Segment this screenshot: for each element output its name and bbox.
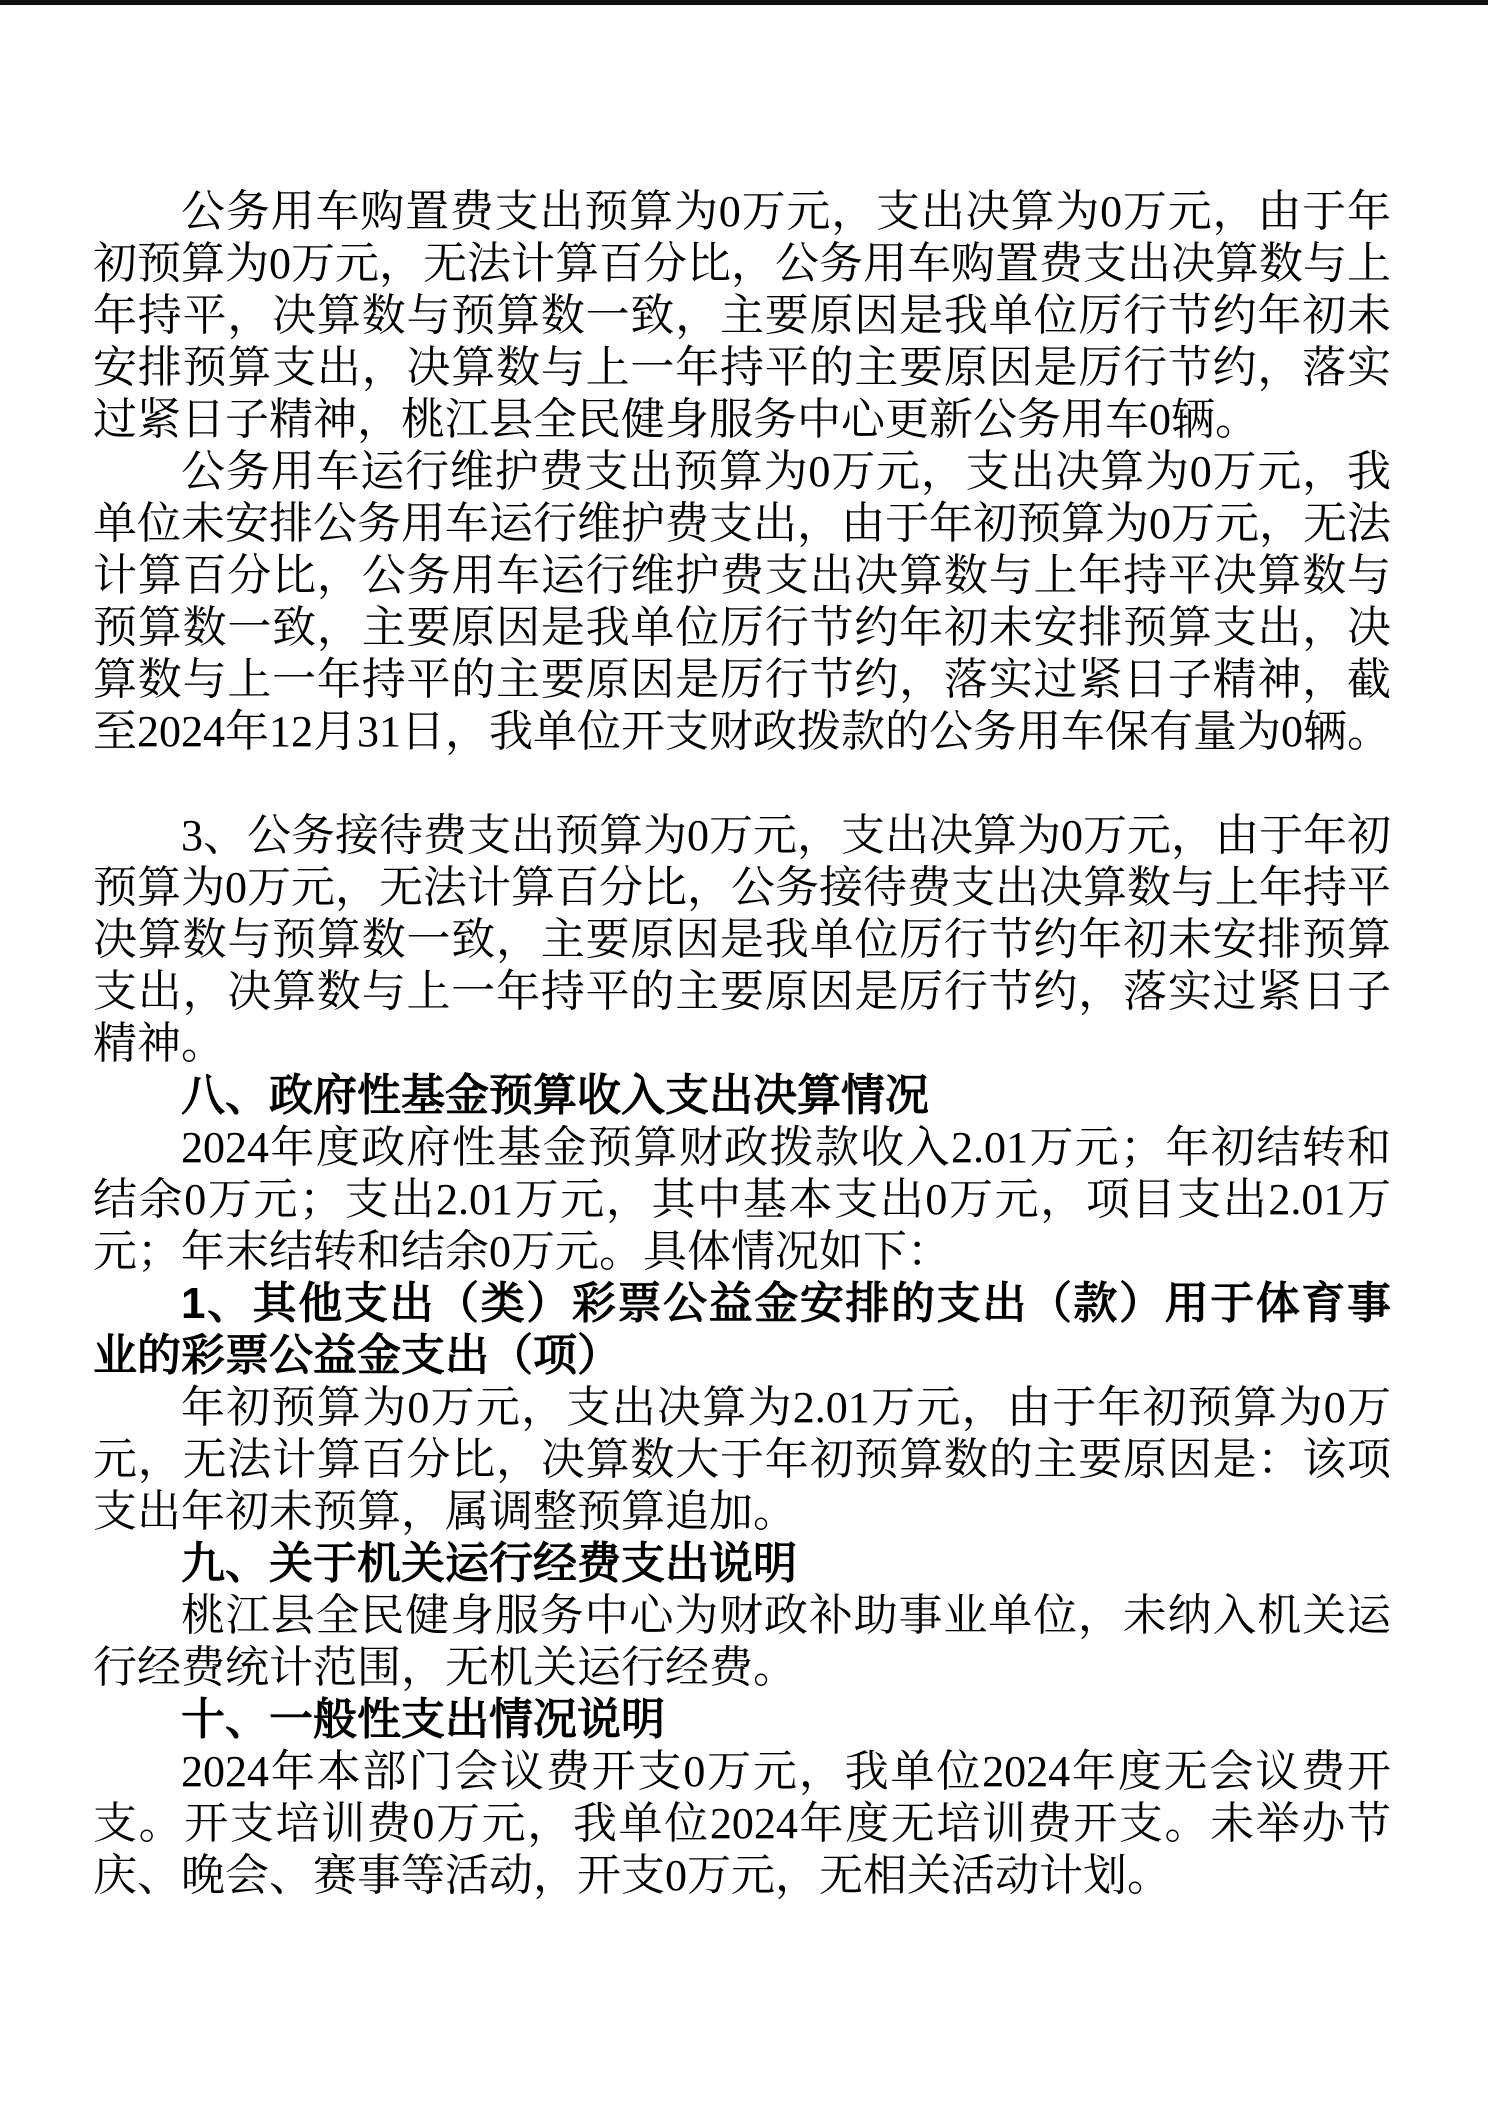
heading-lottery-public-welfare-item: 1、其他支出（类）彩票公益金安排的支出（款）用于体育事业的彩票公益金支出（项） <box>93 1279 1391 1380</box>
paragraph-spacer <box>93 758 1391 810</box>
paragraph-agency-operating-expense: 桃江县全民健身服务中心为财政补助事业单位，未纳入机关运行经费统计范围，无机关运行经费。 <box>93 1591 1391 1692</box>
paragraph-general-expense-detail: 2024年本部门会议费开支0万元，我单位2024年度无会议费开支。开支培训费0万元，我单位2024年度无培训费开支。未举办节庆、晚会、赛事等活动，开支0万元，无相关活动计划。 <box>93 1747 1391 1900</box>
heading-section-10-general-expense: 十、一般性支出情况说明 <box>181 1695 665 1744</box>
paragraph-official-reception-expense: 3、公务接待费支出预算为0万元，支出决算为0万元，由于年初预算为0万元，无法计算百分比，公务接待费支出决算数与上年持平决算数与预算数一致，主要原因是我单位厉行节约年初未安排预算支出，决算数与上一年持平的主要原因是厉行节约，落实过紧日子精神。 <box>93 811 1391 1068</box>
heading-section-8-government-fund-budget: 八、政府性基金预算收入支出决算情况 <box>181 1071 929 1120</box>
paragraph-lottery-item-detail: 年初预算为0万元，支出决算为2.01万元，由于年初预算为0万元，无法计算百分比，决算数大于年初预算数的主要原因是：该项支出年初未预算，属调整预算追加。 <box>93 1383 1391 1536</box>
paragraph-vehicle-purchase-expense: 公务用车购置费支出预算为0万元，支出决算为0万元，由于年初预算为0万元，无法计算百分比，公务用车购置费支出决算数与上年持平，决算数与预算数一致，主要原因是我单位厉行节约年初未安排预算支出，决算数与上一年持平的主要原因是厉行节约，落实过紧日子精神，桃江县全民健身服务中心更新公务用车0辆。 <box>93 187 1391 444</box>
heading-section-9-agency-operating-expense: 九、关于机关运行经费支出说明 <box>181 1539 797 1588</box>
page-top-border <box>0 0 1488 5</box>
document-body <box>93 186 1391 1902</box>
paragraph-vehicle-maintenance-expense: 公务用车运行维护费支出预算为0万元，支出决算为0万元，我单位未安排公务用车运行维护费支出，由于年初预算为0万元，无法计算百分比，公务用车运行维护费支出决算数与上年持平决算数与预算数一致，主要原因是我单位厉行节约年初未安排预算支出，决算数与上一年持平的主要原因是厉行节约，落实过紧日子精神，截至2024年12月31日，我单位开支财政拨款的公务用车保有量为0辆。 <box>93 447 1391 756</box>
paragraph-fund-budget-summary: 2024年度政府性基金预算财政拨款收入2.01万元；年初结转和结余0万元；支出2.01万元，其中基本支出0万元，项目支出2.01万元；年末结转和结余0万元。具体情况如下： <box>93 1123 1391 1276</box>
